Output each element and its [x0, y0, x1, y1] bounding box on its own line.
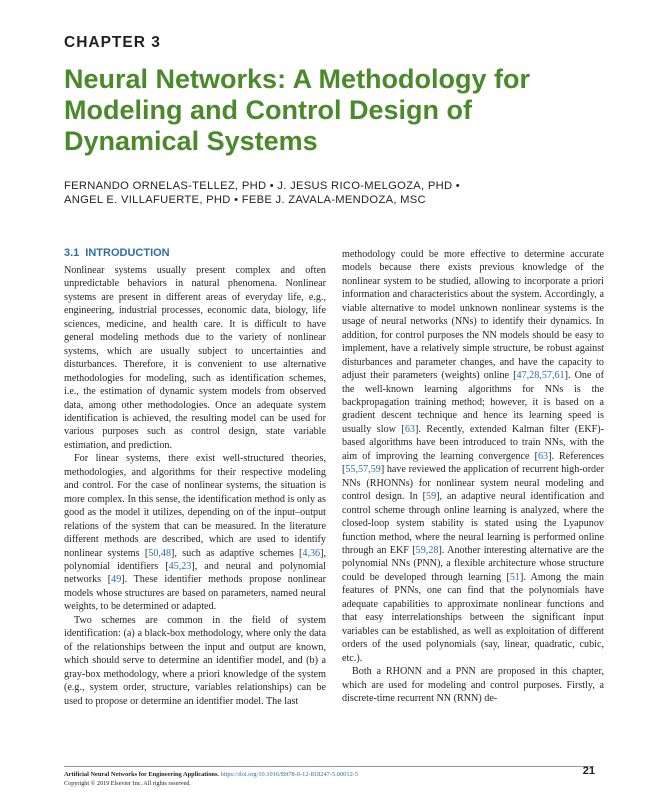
footer-divider — [64, 766, 594, 767]
citation-link[interactable]: 45,23 — [168, 560, 192, 572]
citation-link[interactable]: 59 — [426, 491, 437, 503]
paragraph-text: ]. Among the main features of PNNs, one can find that the polynomials have adequate capabilities to approximate nonlinear functions and that easy interrelationships between the significant input variables can be established, as well as exploitation of different orders of the used polynomials (say, linear, quadratic, cubic, etc.). — [342, 571, 604, 664]
chapter-title-line: Dynamical Systems — [64, 126, 318, 156]
footer-book-info — [64, 770, 358, 779]
citation-link[interactable]: 50,48 — [148, 547, 172, 559]
left-column — [64, 246, 326, 708]
paragraph — [342, 248, 604, 665]
doi-link[interactable]: https://doi.org/10.1016/B978-0-12-818247-5.00012-5 — [220, 771, 359, 778]
citation-link[interactable]: 4,36 — [302, 547, 321, 559]
citation-link[interactable]: 59,28 — [415, 544, 439, 556]
citation-link[interactable]: 47,28,57,61 — [516, 370, 565, 382]
paragraph-text: ]. Recently, extended Kalman filter (EKF)-based algorithms have been introduced to train NNs, with the aim of improving the learning convergence [ — [342, 423, 605, 462]
chapter-label: CHAPTER 3 — [64, 34, 161, 51]
author-line: FERNANDO ORNELAS-TELLEZ, PHD • J. JESUS RICO-MELGOZA, PHD • — [64, 180, 461, 192]
paragraph-text: ], such as adaptive schemes [ — [171, 547, 303, 559]
chapter-title — [64, 64, 604, 157]
copyright-notice: Copyright © 2019 Elsevier Inc. All rights reserved. — [64, 780, 191, 787]
book-title: Artificial Neural Networks for Engineering Applications. — [64, 771, 220, 778]
paragraph-text: ]. These identifier methods propose nonlinear models whose structures are based on parameters, named neural weights, to be determined or adapted. — [64, 574, 326, 613]
paragraph: Both a RHONN and a PNN are proposed in this chapter, which are used for modeling and control purposes. Firstly, a discrete-time recurrent NN (RNN) de- — [342, 666, 604, 704]
chapter-title-line: Modeling and Control Design of — [64, 95, 472, 125]
citation-link[interactable]: 51 — [509, 571, 520, 583]
paragraph-text: ], polynomial identifiers [ — [64, 547, 326, 572]
paragraph — [64, 452, 326, 613]
citation-link[interactable]: 49 — [111, 574, 122, 586]
paragraph-text: For linear systems, there exist well-structured theories, methodologies, and algorithms for their respective modeling and control. For the case of nonlinear systems, the situation is more complex. In this sense, the identification method is only as good as the model it utilizes, depending on of the input–output relations of the system that can be measured. In the literature different methods are described, which are used to identify nonlinear systems [ — [64, 453, 326, 559]
citation-link[interactable]: 55,57,59 — [345, 464, 381, 476]
section-title: INTRODUCTION — [85, 247, 170, 259]
citation-link[interactable]: 63 — [537, 450, 549, 462]
chapter-title-line: Neural Networks: A Methodology for — [64, 64, 531, 94]
citation-link[interactable]: 63 — [404, 423, 415, 435]
paragraph-text: ]. References [ — [342, 450, 604, 476]
paragraph: Nonlinear systems usually present complex and often unpredictable behaviors in natural phenomena. Nonlinear systems are present in different areas of everyday life, e.g., engineering, industrial processes, economic data, biology, life sciences, medicine, and health care. It is difficult to have general modeling methods due to the variety of nonlinear systems, which are usually subject to uncertainties and disturbances. Therefore, it is convenient to use alternative methodologies for modeling, such as identification schemes, i.e., the estimation of dynamic system models from observed data, among other methodologies. Once an adequate system identification is achieved, the resulting model can be used for various purposes such as control design, state variable estimation, and prediction. — [64, 265, 326, 451]
right-column — [342, 248, 604, 705]
paragraph-text: ], and neural and polynomial networks [ — [64, 560, 326, 586]
paragraph-text: ], an adaptive neural identification and control scheme through online learning is analyzed, where the closed-loop system stability is stated using the Lyapunov function method, where the neural learning is performed online through an EKF [ — [342, 491, 605, 556]
paragraph-text: ]. One of the well-known learning algorithms for NNs is the backpropagation training method; however, it is based on a gradient descent technique and hence its learning speed is usually slow [ — [342, 370, 604, 435]
author-line: ANGEL E. VILLAFUERTE, PHD • FEBE J. ZAVALA-MENDOZA, MSC — [64, 194, 426, 206]
section-number: 3.1 — [64, 247, 80, 259]
paragraph-text: methodology could be more effective to determine accurate models because there exists previous knowledge of the nonlinear system to be studied, allowing to incorporate a priori information and characteristics about the system. Accordingly, a viable alternative to model unknown nonlinear systems is the usage of neural networks (NNs) to identify their dynamics. In addition, for control purposes the NN models should be easy to implement, have a relatively simple structure, be robust against disturbances and parameter changes, and have the capacity to adjust their parameters (weights) online [ — [342, 249, 604, 382]
paragraph-text: ] have reviewed the application of recurrent high-order NNs (RHONNs) for nonlinear system neural modeling and control design. In [ — [342, 464, 604, 503]
page-number: 21 — [582, 765, 595, 777]
paragraph-text: ]. Another interesting alternative are the polynomial NNs (PNN), a flexible architecture whose structure could be developed through learning [ — [342, 544, 604, 583]
paragraph: Two schemes are common in the field of system identification: (a) a black-box methodology, where only the data of the relationships between the input and output are known, which should serve to determine an identifier model, and (b) a gray-box methodology, where a priori knowledge of the system (e.g., system order, structure, variables relationships) can be used to propose or determine an identifier model. The last — [64, 614, 326, 707]
author-list — [64, 179, 624, 207]
section-heading — [64, 246, 326, 260]
